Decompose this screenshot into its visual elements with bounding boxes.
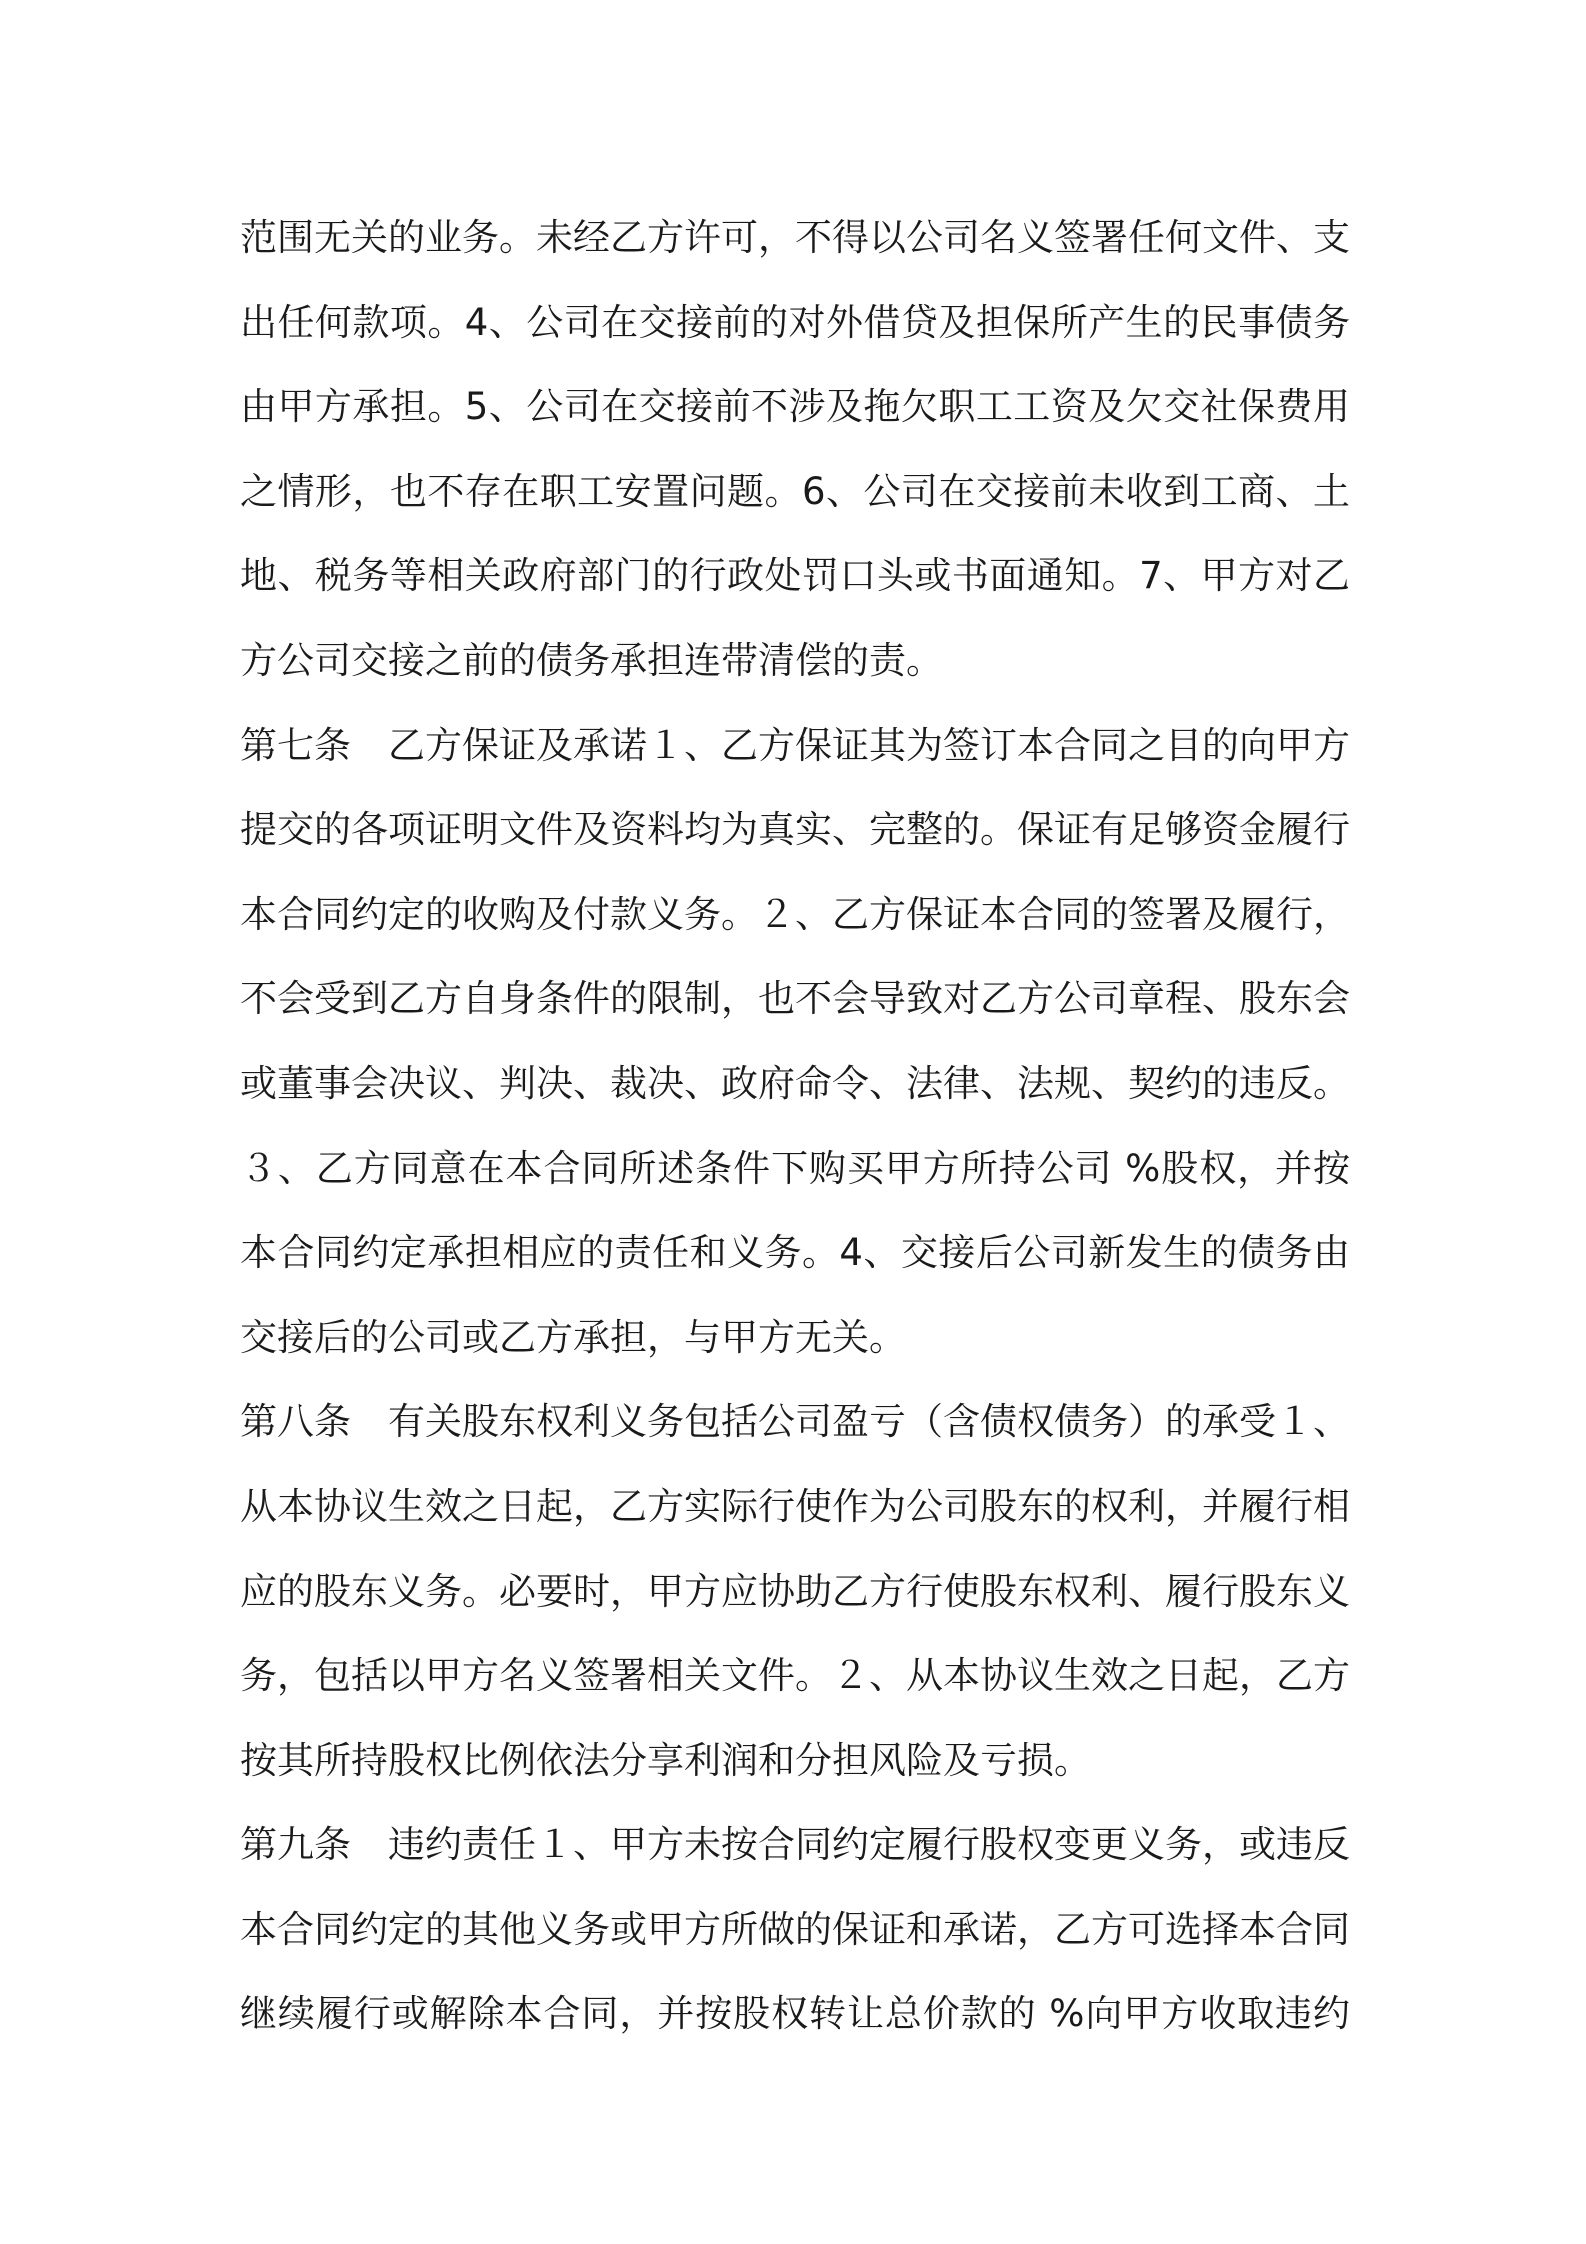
text-line: 提交的各项证明文件及资料均为真实、完整的。保证有足够资金履行 xyxy=(240,808,1350,852)
document-body xyxy=(240,196,1350,2057)
text-line: 方公司交接之前的债务承担连带清偿的责。 xyxy=(240,638,943,682)
text-line: 本合同约定的收购及付款义务。２、乙方保证本合同的签署及履行， xyxy=(240,892,1350,936)
article-9-heading-line: 第九条 违约责任１、甲方未按合同约定履行股权变更义务，或违反 xyxy=(240,1823,1350,1867)
text-line: 务，包括以甲方名义签署相关文件。２、从本协议生效之日起，乙方 xyxy=(240,1654,1350,1698)
text-line: 应的股东义务。必要时，甲方应协助乙方行使股东权利、履行股东义 xyxy=(240,1569,1350,1613)
text-line: 由甲方承担。5、公司在交接前不涉及拖欠职工工资及欠交社保费用 xyxy=(240,385,1350,429)
text-line: 不会受到乙方自身条件的限制，也不会导致对乙方公司章程、股东会 xyxy=(240,977,1350,1021)
text-line: ３、乙方同意在本合同所述条件下购买甲方所持公司 %股权，并按 xyxy=(240,1146,1350,1190)
text-line: 按其所持股权比例依法分享利润和分担风险及亏损。 xyxy=(240,1738,1091,1782)
text-line: 本合同约定承担相应的责任和义务。4、交接后公司新发生的债务由 xyxy=(240,1231,1350,1275)
text-line: 出任何款项。4、公司在交接前的对外借贷及担保所产生的民事债务 xyxy=(240,300,1350,344)
text-line: 从本协议生效之日起，乙方实际行使作为公司股东的权利，并履行相 xyxy=(240,1484,1350,1528)
article-8-heading-line: 第八条 有关股东权利义务包括公司盈亏（含债权债务）的承受１、 xyxy=(240,1400,1350,1444)
text-line: 之情形，也不存在职工安置问题。6、公司在交接前未收到工商、土 xyxy=(240,469,1350,513)
text-line: 交接后的公司或乙方承担，与甲方无关。 xyxy=(240,1315,906,1359)
text-line: 本合同约定的其他义务或甲方所做的保证和承诺，乙方可选择本合同 xyxy=(240,1907,1350,1951)
article-7-heading-line: 第七条 乙方保证及承诺１、乙方保证其为签订本合同之目的向甲方 xyxy=(240,723,1350,767)
text-line: 或董事会决议、判决、裁决、政府命令、法律、法规、契约的违反。 xyxy=(240,1061,1350,1105)
text-line: 继续履行或解除本合同，并按股权转让总价款的 %向甲方收取违约 xyxy=(240,1992,1350,2036)
text-line: 地、税务等相关政府部门的行政处罚口头或书面通知。7、甲方对乙 xyxy=(240,554,1350,598)
text-line: 范围无关的业务。未经乙方许可，不得以公司名义签署任何文件、支 xyxy=(240,216,1350,259)
